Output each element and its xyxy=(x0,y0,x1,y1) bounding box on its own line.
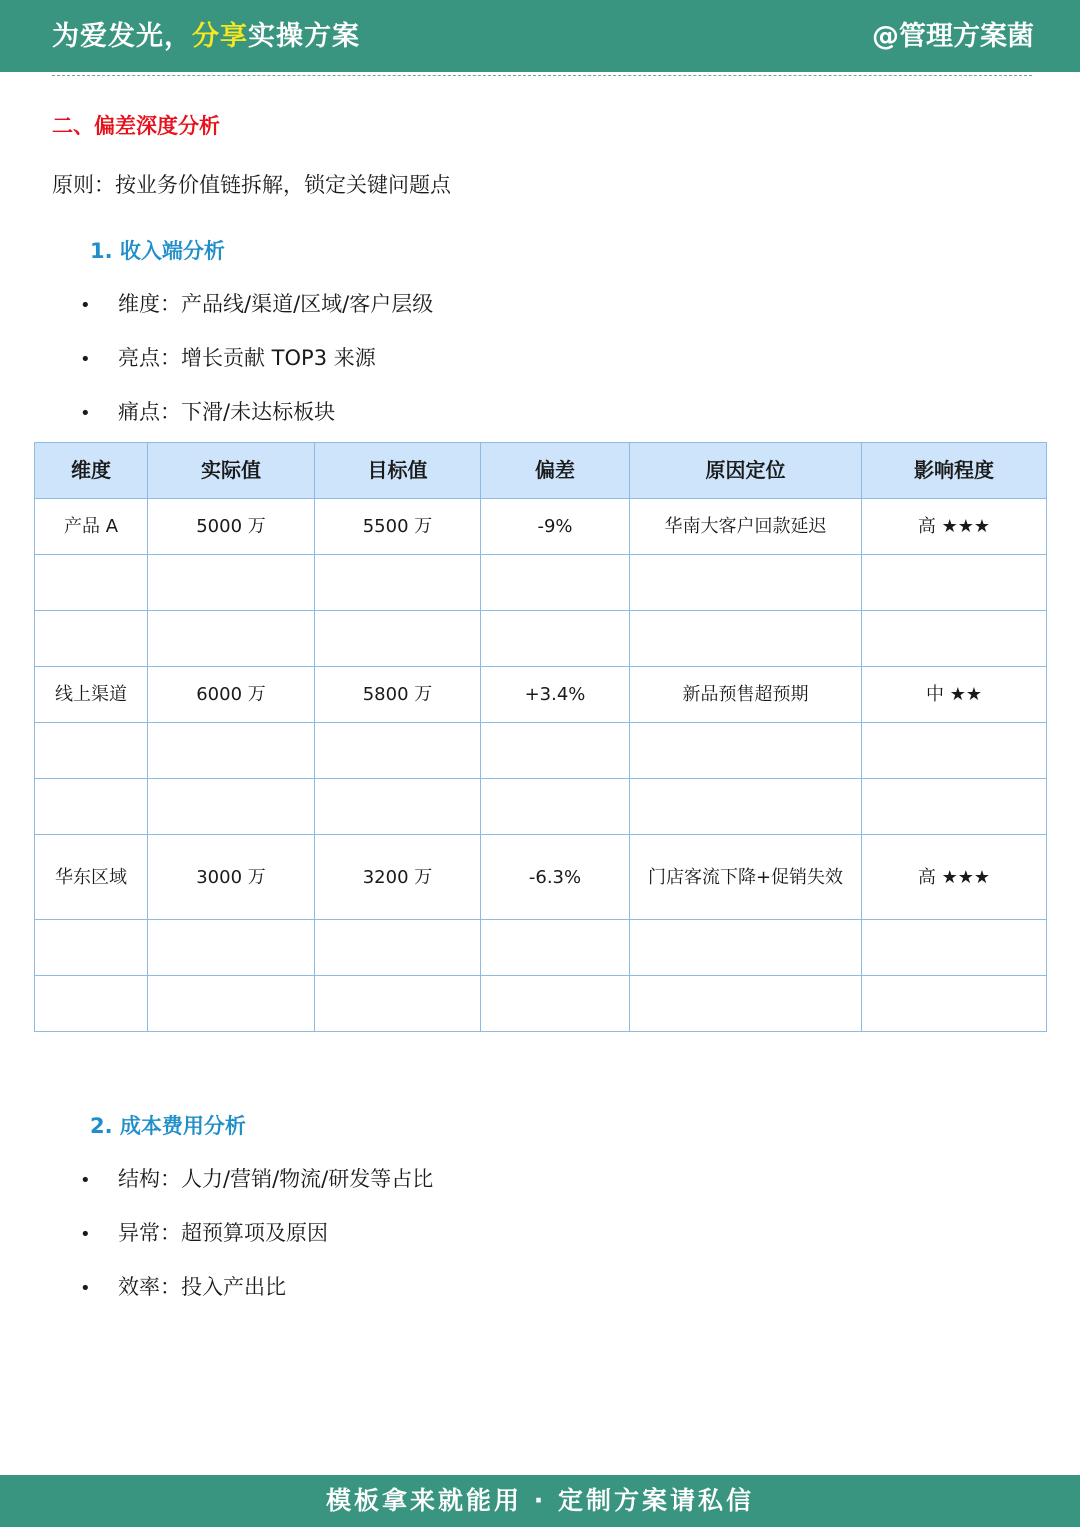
table-cell xyxy=(481,920,630,976)
table-cell: +3.4% xyxy=(481,667,630,723)
table-row xyxy=(35,835,1047,920)
table-cell xyxy=(35,723,148,779)
footer-banner: 模板拿来就能用 · 定制方案请私信 xyxy=(0,1475,1080,1527)
table-cell xyxy=(862,555,1047,611)
header-slogan xyxy=(52,14,360,53)
table-cell xyxy=(862,779,1047,835)
bullet-text: 异常：超预算项及原因 xyxy=(118,1221,328,1245)
table-cell xyxy=(35,611,148,667)
table-cell: 高 ★★★ xyxy=(862,835,1047,920)
deviation-table xyxy=(34,442,1047,1032)
bullet-dot: • xyxy=(80,349,91,370)
table-cell: 5000 万 xyxy=(148,499,315,555)
table-cell: -6.3% xyxy=(481,835,630,920)
bullet-dot: • xyxy=(80,1278,91,1299)
section-title: 二、偏差深度分析 xyxy=(52,114,220,138)
table-cell xyxy=(148,779,315,835)
header-banner xyxy=(0,0,1080,72)
cost-bullet xyxy=(80,1163,433,1193)
header-cell: 实际值 xyxy=(148,443,315,499)
table-cell xyxy=(630,976,862,1032)
slogan-part2: 实操方案 xyxy=(248,21,360,52)
dashed-divider xyxy=(52,75,1032,76)
table-cell: 门店客流下降+促销失效 xyxy=(630,835,862,920)
header-cell: 原因定位 xyxy=(630,443,862,499)
table-cell xyxy=(630,779,862,835)
table-row xyxy=(35,611,1047,667)
table-cell xyxy=(35,920,148,976)
table-cell: 高 ★★★ xyxy=(862,499,1047,555)
header-cell: 偏差 xyxy=(481,443,630,499)
cost-analysis-title: 2. 成本费用分析 xyxy=(90,1114,246,1138)
bullet-text: 结构：人力/营销/物流/研发等占比 xyxy=(118,1167,434,1191)
table-cell xyxy=(315,723,481,779)
cost-bullet xyxy=(80,1217,328,1247)
table-cell: -9% xyxy=(481,499,630,555)
table-cell: 中 ★★ xyxy=(862,667,1047,723)
table-cell: 5500 万 xyxy=(315,499,481,555)
bullet-text: 维度：产品线/渠道/区域/客户层级 xyxy=(118,292,434,316)
table-row xyxy=(35,667,1047,723)
table-row xyxy=(35,976,1047,1032)
bullet-dot: • xyxy=(80,1170,91,1191)
table-cell xyxy=(630,611,862,667)
table-row xyxy=(35,920,1047,976)
slogan-highlight: 分享 xyxy=(192,21,248,52)
table-cell xyxy=(630,723,862,779)
table-cell xyxy=(35,976,148,1032)
table-cell xyxy=(630,920,862,976)
table-cell: 新品预售超预期 xyxy=(630,667,862,723)
bullet-dot: • xyxy=(80,295,91,316)
bullet-text: 效率：投入产出比 xyxy=(118,1275,286,1299)
table-header-row xyxy=(35,443,1047,499)
author-handle: @管理方案菌 xyxy=(872,21,1034,52)
table-cell: 6000 万 xyxy=(148,667,315,723)
table-cell xyxy=(315,555,481,611)
revenue-analysis-title: 1. 收入端分析 xyxy=(90,239,225,263)
table-row xyxy=(35,723,1047,779)
table-cell xyxy=(481,976,630,1032)
table-cell xyxy=(481,555,630,611)
table-cell xyxy=(630,555,862,611)
table-cell xyxy=(862,976,1047,1032)
table-cell xyxy=(148,611,315,667)
table-row xyxy=(35,499,1047,555)
table-cell: 5800 万 xyxy=(315,667,481,723)
bullet-dot: • xyxy=(80,1224,91,1245)
table-cell xyxy=(315,920,481,976)
bullet-dot: • xyxy=(80,403,91,424)
table-row xyxy=(35,779,1047,835)
table-cell xyxy=(481,779,630,835)
table-cell xyxy=(148,976,315,1032)
table-cell xyxy=(481,723,630,779)
header-cell: 维度 xyxy=(35,443,148,499)
table-cell xyxy=(148,723,315,779)
table-cell xyxy=(35,555,148,611)
slogan-part1: 为爱发光， xyxy=(52,21,192,52)
revenue-bullet xyxy=(80,342,376,372)
header-cell: 影响程度 xyxy=(862,443,1047,499)
table-cell xyxy=(315,779,481,835)
table-cell xyxy=(148,920,315,976)
table-cell xyxy=(35,779,148,835)
bullet-text: 亮点：增长贡献 TOP3 来源 xyxy=(118,346,376,370)
table-row xyxy=(35,555,1047,611)
table-cell xyxy=(481,611,630,667)
table-cell xyxy=(315,611,481,667)
table-cell: 华南大客户回款延迟 xyxy=(630,499,862,555)
bullet-text: 痛点：下滑/未达标板块 xyxy=(118,400,336,424)
revenue-bullet xyxy=(80,288,433,318)
table-cell: 线上渠道 xyxy=(35,667,148,723)
header-cell: 目标值 xyxy=(315,443,481,499)
table-cell: 3000 万 xyxy=(148,835,315,920)
table-cell xyxy=(862,920,1047,976)
table-cell: 产品 A xyxy=(35,499,148,555)
table-cell xyxy=(862,611,1047,667)
table-cell: 华东区域 xyxy=(35,835,148,920)
cost-bullet xyxy=(80,1271,286,1301)
table-cell: 3200 万 xyxy=(315,835,481,920)
table-cell xyxy=(315,976,481,1032)
table-cell xyxy=(148,555,315,611)
table-cell xyxy=(862,723,1047,779)
revenue-bullet xyxy=(80,396,335,426)
principle-text: 原则：按业务价值链拆解，锁定关键问题点 xyxy=(52,173,451,197)
